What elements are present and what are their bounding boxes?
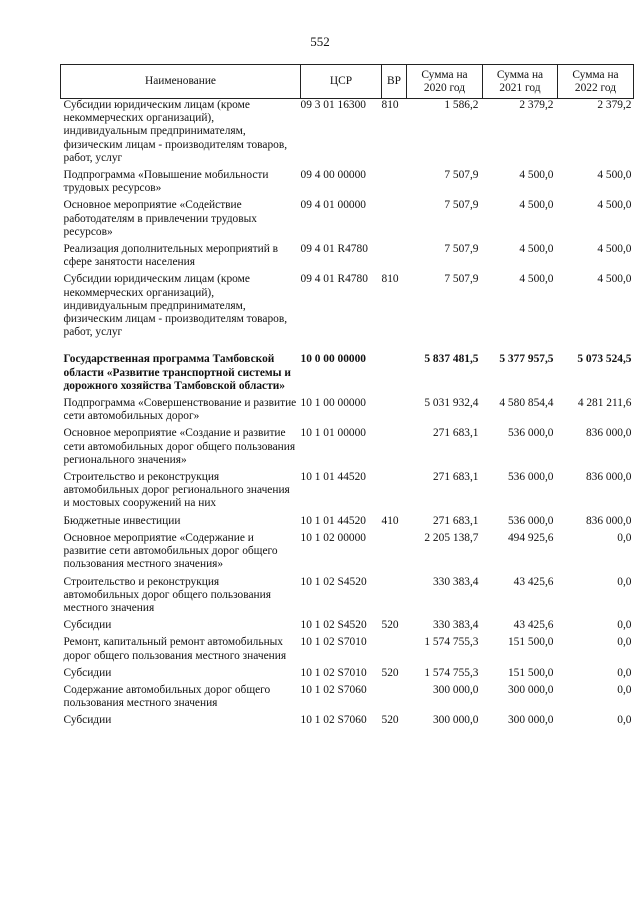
header-vr: ВР — [382, 65, 407, 99]
row-csr: 09 4 01 R4780 — [300, 273, 368, 286]
row-sum-2021: 4 500,0 — [519, 199, 554, 212]
row-sum-2022: 836 000,0 — [585, 471, 632, 484]
row-sum-2020: 300 000,0 — [432, 714, 479, 727]
row-vr — [382, 636, 407, 666]
row-csr: 10 1 02 S7010 — [300, 636, 367, 649]
page-number: 552 — [310, 34, 330, 49]
header-csr: ЦСР — [301, 65, 382, 99]
row-name: Основное мероприятие «Содержание и развитие сети автомобильных дорог общего пользования местного значения» — [63, 531, 278, 571]
row-sum-2020: 330 383,4 — [432, 575, 479, 588]
row-sum-2020: 271 683,1 — [432, 514, 479, 527]
table-body — [61, 99, 634, 732]
row-sum-2021: 4 500,0 — [519, 169, 554, 182]
row-sum-2021: 536 000,0 — [507, 514, 554, 527]
row-sum-2020: 7 507,9 — [444, 169, 479, 182]
row-name: Бюджетные инвестиции — [63, 514, 181, 527]
row-vr — [382, 199, 407, 243]
row-sum-2022: 836 000,0 — [585, 427, 632, 440]
row-vr — [382, 532, 407, 576]
row-name: Государственная программа Тамбовской области «Развитие транспортной системы и дорожного хозяйства Тамбовской области» — [63, 353, 291, 392]
row-sum-2021: 151 500,0 — [507, 666, 554, 679]
row-csr: 10 1 01 44520 — [300, 471, 366, 484]
table-row — [61, 99, 634, 170]
table-row — [61, 169, 634, 199]
table-row — [61, 427, 634, 471]
table-row — [61, 471, 634, 515]
row-sum-2022: 0,0 — [617, 619, 632, 632]
row-sum-2022: 4 500,0 — [597, 273, 632, 286]
row-vr — [382, 471, 407, 515]
row-sum-2021: 5 377 957,5 — [499, 353, 554, 366]
row-sum-2022: 0,0 — [617, 575, 632, 588]
row-csr: 09 3 01 16300 — [300, 99, 366, 111]
row-vr — [382, 427, 407, 471]
row-sum-2020: 300 000,0 — [432, 683, 479, 696]
header-sum-2021: Сумма на 2021 год — [483, 65, 558, 99]
table-row — [61, 515, 634, 532]
row-sum-2022: 0,0 — [617, 714, 632, 727]
row-sum-2021: 43 425,6 — [513, 575, 554, 588]
table-row — [61, 199, 634, 243]
row-sum-2021: 4 580 854,4 — [499, 397, 554, 410]
row-vr: 410 — [381, 514, 399, 527]
table-row — [61, 636, 634, 666]
row-sum-2021: 536 000,0 — [507, 471, 554, 484]
row-sum-2020: 271 683,1 — [432, 427, 479, 440]
row-csr: 10 1 00 00000 — [300, 397, 366, 410]
row-sum-2021: 536 000,0 — [507, 427, 554, 440]
table-row — [61, 273, 634, 343]
row-sum-2020: 1 574 755,3 — [424, 636, 479, 649]
row-name: Основное мероприятие «Содействие работодателям в привлечении трудовых ресурсов» — [63, 199, 257, 238]
budget-table — [60, 64, 634, 732]
row-sum-2020: 7 507,9 — [444, 199, 479, 212]
row-sum-2020: 330 383,4 — [432, 619, 479, 632]
table-row — [61, 684, 634, 714]
row-sum-2022: 4 500,0 — [597, 243, 632, 256]
row-csr: 09 4 00 00000 — [300, 169, 366, 182]
row-sum-2022: 0,0 — [617, 636, 632, 649]
row-name: Строительство и реконструкция автомобильных дорог регионального значения и мостовых сооружений на них — [63, 471, 290, 510]
row-sum-2020: 2 205 138,7 — [424, 531, 479, 544]
row-name: Реализация дополнительных мероприятий в сфере занятости населения — [63, 243, 279, 269]
row-vr — [382, 576, 407, 620]
row-csr: 10 1 01 44520 — [300, 514, 366, 527]
header-row — [61, 65, 634, 99]
row-csr: 10 1 01 00000 — [300, 427, 366, 440]
row-name: Строительство и реконструкция автомобильных дорог общего пользования местного значения — [63, 575, 271, 614]
row-sum-2022: 0,0 — [617, 666, 632, 679]
row-sum-2022: 2 379,2 — [597, 99, 632, 111]
row-sum-2020: 5 837 481,5 — [424, 353, 479, 366]
row-csr: 10 1 02 S7060 — [300, 683, 367, 696]
row-name: Субсидии — [63, 666, 112, 679]
row-vr: 810 — [381, 273, 399, 286]
table-row — [61, 532, 634, 576]
row-csr: 10 1 02 00000 — [300, 531, 366, 544]
row-csr: 10 1 02 S4520 — [300, 575, 367, 588]
table-row — [61, 397, 634, 427]
row-sum-2022: 4 500,0 — [597, 169, 632, 182]
row-sum-2022: 4 281 211,6 — [577, 397, 632, 410]
table-row — [61, 714, 634, 731]
row-name: Ремонт, капитальный ремонт автомобильных дорог общего пользования местного значения — [63, 636, 287, 662]
row-sum-2021: 2 379,2 — [519, 99, 554, 111]
row-sum-2021: 151 500,0 — [507, 636, 554, 649]
row-csr: 09 4 01 R4780 — [300, 243, 368, 256]
row-vr — [382, 397, 407, 427]
row-sum-2022: 836 000,0 — [585, 514, 632, 527]
row-vr — [382, 243, 407, 273]
row-csr: 10 0 00 00000 — [300, 353, 366, 366]
row-vr — [382, 684, 407, 714]
row-sum-2020: 7 507,9 — [444, 243, 479, 256]
table-row — [61, 667, 634, 684]
row-csr: 09 4 01 00000 — [300, 199, 366, 212]
row-sum-2022: 4 500,0 — [597, 199, 632, 212]
row-name: Субсидии — [63, 619, 112, 632]
row-name: Подпрограмма «Повышение мобильности трудовых ресурсов» — [63, 169, 269, 195]
row-vr: 520 — [381, 666, 399, 679]
row-sum-2020: 271 683,1 — [432, 471, 479, 484]
header-name: Наименование — [61, 65, 301, 99]
row-name: Основное мероприятие «Создание и развитие сети автомобильных дорог общего пользования регионального значения» — [63, 427, 296, 466]
row-sum-2021: 4 500,0 — [519, 243, 554, 256]
row-name: Субсидии юридическим лицам (кроме некоммерческих организаций), индивидуальным предпринимателям, физическим лицам - производителям товаров, работ, услуг — [63, 273, 288, 339]
row-sum-2021: 494 925,6 — [507, 531, 554, 544]
row-sum-2022: 0,0 — [617, 683, 632, 696]
row-name: Субсидии юридическим лицам (кроме некоммерческих организаций), индивидуальным предпринимателям, физическим лицам - производителям товаров, работ, услуг — [63, 99, 288, 164]
header-sum-2020: Сумма на 2020 год — [407, 65, 483, 99]
header-sum-2022: Сумма на 2022 год — [558, 65, 634, 99]
table-row — [61, 619, 634, 636]
row-sum-2022: 5 073 524,5 — [577, 353, 632, 366]
row-sum-2020: 1 586,2 — [444, 99, 479, 111]
table-row — [61, 243, 634, 273]
row-vr: 520 — [381, 714, 399, 727]
row-vr — [382, 169, 407, 199]
table-header — [61, 65, 634, 99]
row-sum-2020: 1 574 755,3 — [424, 666, 479, 679]
row-name: Содержание автомобильных дорог общего пользования местного значения — [63, 683, 271, 710]
row-sum-2021: 43 425,6 — [513, 619, 554, 632]
row-name: Подпрограмма «Совершенствование и развитие сети автомобильных дорог» — [63, 397, 297, 423]
row-name: Субсидии — [63, 714, 112, 727]
row-vr: 520 — [381, 619, 399, 632]
row-sum-2020: 5 031 932,4 — [424, 397, 479, 410]
row-vr: 810 — [381, 99, 399, 111]
row-csr: 10 1 02 S4520 — [300, 619, 367, 632]
row-sum-2022: 0,0 — [617, 531, 632, 544]
row-sum-2021: 300 000,0 — [507, 714, 554, 727]
row-sum-2021: 4 500,0 — [519, 273, 554, 286]
table-row — [61, 576, 634, 620]
row-csr: 10 1 02 S7060 — [300, 714, 367, 727]
row-sum-2020: 7 507,9 — [444, 273, 479, 286]
row-vr — [382, 343, 407, 397]
row-csr: 10 1 02 S7010 — [300, 666, 367, 679]
row-sum-2021: 300 000,0 — [507, 683, 554, 696]
table-row — [61, 343, 634, 397]
